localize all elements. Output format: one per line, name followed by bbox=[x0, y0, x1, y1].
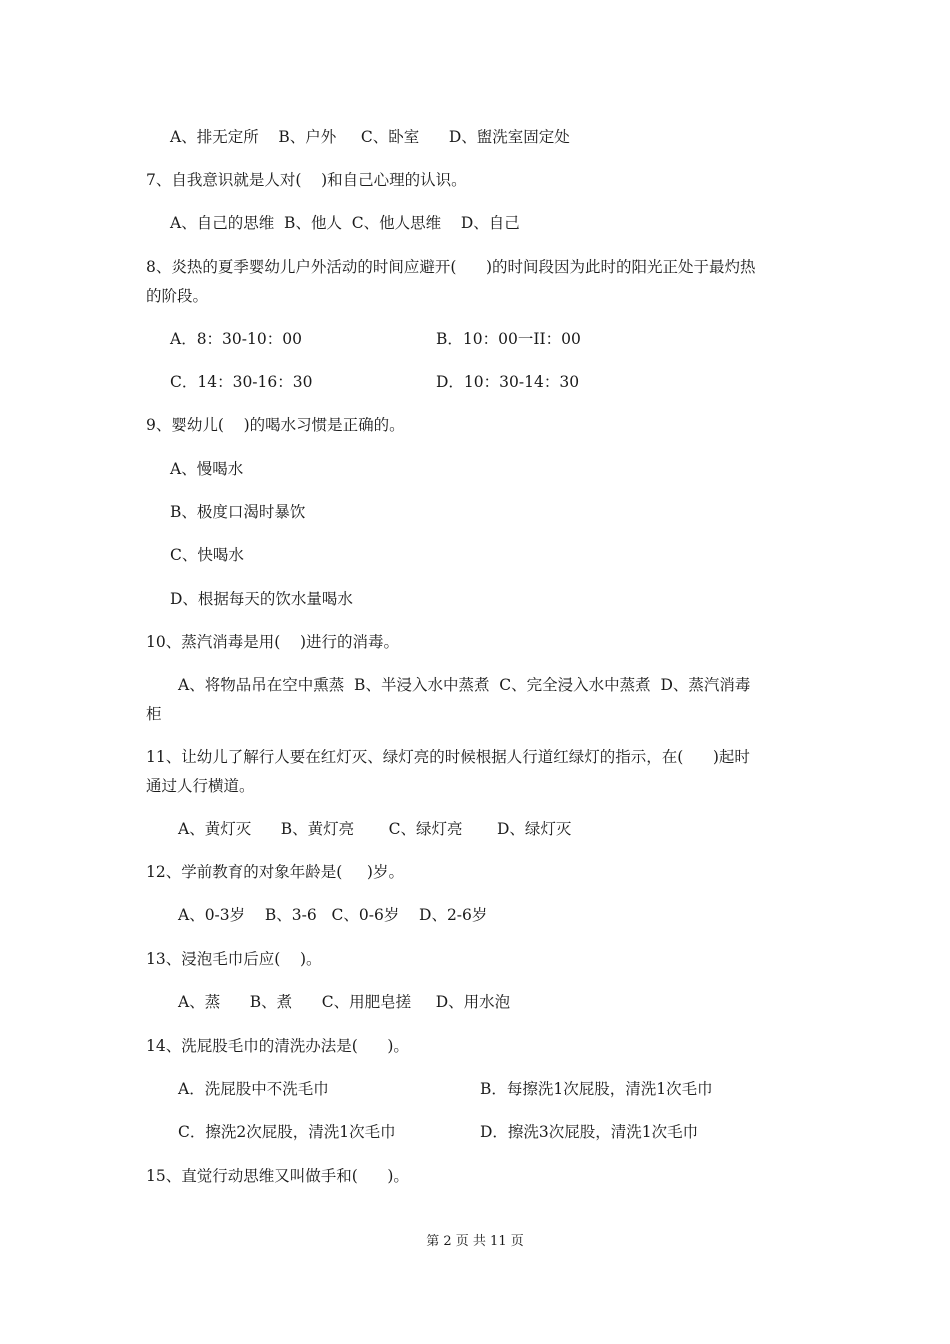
q15-question: 15、直觉行动思维又叫做手和( )。 bbox=[146, 1167, 409, 1185]
q14-option-d: D．擦洗3次屁股，清洗1次毛巾 bbox=[480, 1123, 699, 1141]
q8-question-line2: 的阶段。 bbox=[146, 287, 209, 305]
q8-option-d: D．10：30-14：30 bbox=[436, 373, 580, 391]
q7-options: A、自己的思维 B、他人 C、他人思维 D、自己 bbox=[170, 214, 520, 232]
q13-options: A、蒸 B、煮 C、用肥皂搓 D、用水泡 bbox=[178, 993, 511, 1011]
q14-question: 14、洗屁股毛巾的清洗办法是( )。 bbox=[146, 1037, 409, 1055]
q9-option-c: C、快喝水 bbox=[170, 546, 244, 564]
q14-option-c: C．擦洗2次屁股，清洗1次毛巾 bbox=[178, 1123, 396, 1141]
q8-question-line1: 8、炎热的夏季婴幼儿户外活动的时间应避开( )的时间段因为此时的阳光正处于最灼热 bbox=[146, 258, 756, 276]
q9-option-a: A、慢喝水 bbox=[170, 460, 244, 478]
q10-options-line2: 柜 bbox=[146, 705, 162, 723]
q9-question: 9、婴幼儿( )的喝水习惯是正确的。 bbox=[146, 416, 405, 434]
q11-question-line1: 11、让幼儿了解行人要在红灯灭、绿灯亮的时候根据人行道红绿灯的指示，在( )起时 bbox=[146, 748, 750, 766]
q7-question: 7、自我意识就是人对( )和自己心理的认识。 bbox=[146, 171, 467, 189]
q13-question: 13、浸泡毛巾后应( )。 bbox=[146, 950, 322, 968]
q14-option-a: A．洗屁股中不洗毛巾 bbox=[178, 1080, 329, 1098]
page-footer: 第 2 页 共 11 页 bbox=[426, 1234, 524, 1249]
q8-option-b: B．10：00一II：00 bbox=[436, 330, 581, 348]
q8-option-c: C．14：30-16：30 bbox=[170, 373, 313, 391]
q12-options: A、0-3岁 B、3-6 C、0-6岁 D、2-6岁 bbox=[178, 906, 488, 924]
q12-question: 12、学前教育的对象年龄是( )岁。 bbox=[146, 863, 404, 881]
q9-option-b: B、极度口渴时暴饮 bbox=[170, 503, 306, 521]
q11-question-line2: 通过人行横道。 bbox=[146, 777, 255, 795]
q8-option-a: A．8：30-10：00 bbox=[170, 330, 302, 348]
q11-options: A、黄灯灭 B、黄灯亮 C、绿灯亮 D、绿灯灭 bbox=[178, 820, 572, 838]
q10-options-line1: A、将物品吊在空中熏蒸 B、半浸入水中蒸煮 C、完全浸入水中蒸煮 D、蒸汽消毒 bbox=[178, 676, 751, 694]
q14-option-b: B．每擦洗1次屁股，清洗1次毛巾 bbox=[480, 1080, 713, 1098]
q6-options: A、排无定所 B、户外 C、卧室 D、盥洗室固定处 bbox=[170, 128, 570, 146]
q10-question: 10、蒸汽消毒是用( )进行的消毒。 bbox=[146, 633, 400, 651]
q9-option-d: D、根据每天的饮水量喝水 bbox=[170, 590, 353, 608]
